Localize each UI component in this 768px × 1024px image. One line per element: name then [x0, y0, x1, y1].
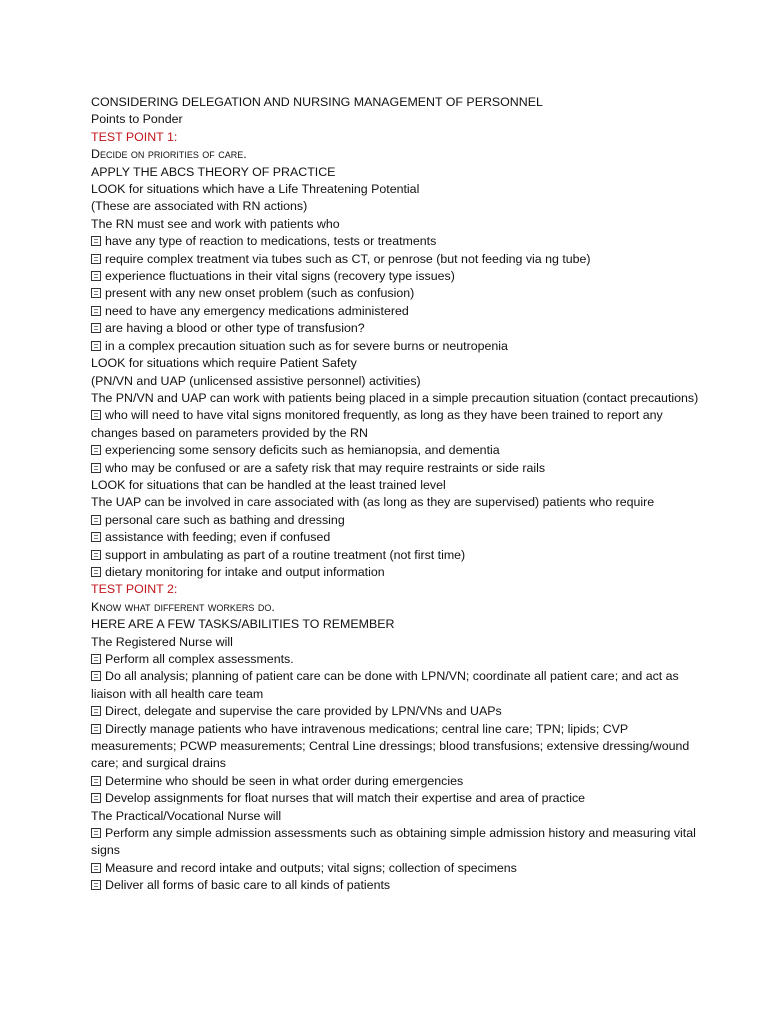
box-bullet-icon — [91, 236, 101, 246]
box-bullet-icon — [91, 880, 101, 890]
list-item-text: Directly manage patients who have intravenous medications; central line care; TPN; lipids; CVP measurements; PCWP measurements; Central Line dressings; blood transfusions; extensive dressing/wound care; and surgical drains — [91, 721, 690, 771]
list-item — [91, 703, 708, 720]
list-item-text: present with any new onset problem (such as confusion) — [105, 286, 415, 301]
list-item — [91, 564, 708, 581]
list-item — [91, 825, 708, 860]
box-bullet-icon — [91, 706, 101, 716]
look-patient-safety-note: (PN/VN and UAP (unlicensed assistive personnel) activities) — [91, 373, 421, 388]
list-item — [91, 338, 708, 355]
test-point-2-heading: TEST POINT 2: — [91, 582, 178, 597]
list-item-text: Deliver all forms of basic care to all kinds of patients — [105, 878, 391, 893]
tasks-heading: HERE ARE A FEW TASKS/ABILITIES TO REMEMBER — [91, 617, 395, 632]
test-point-1-instruction: Decide on priorities of care. — [91, 147, 247, 162]
list-item-text: in a complex precaution situation such as for severe burns or neutropenia — [105, 338, 508, 353]
box-bullet-icon — [91, 671, 101, 681]
list-item — [91, 721, 708, 773]
box-bullet-icon — [91, 306, 101, 316]
test-point-2-instruction: Know what different workers do. — [91, 599, 275, 614]
list-item-text: Do all analysis; planning of patient care can be done with LPN/VN; coordinate all patient care; and act as liaison with all health care team — [91, 669, 679, 701]
pn-uap-intro: The PN/VN and UAP can work with patients being placed in a simple precaution situation (contact precautions) — [91, 390, 699, 405]
box-bullet-icon — [91, 271, 101, 281]
list-item — [91, 877, 708, 894]
box-bullet-icon — [91, 463, 101, 473]
list-item — [91, 251, 708, 268]
look-patient-safety: LOOK for situations which require Patient Safety — [91, 356, 357, 371]
list-item — [91, 512, 708, 529]
list-item-text: have any type of reaction to medications, tests or treatments — [105, 234, 437, 249]
list-item-text: Perform all complex assessments. — [105, 652, 294, 666]
list-item-text: Measure and record intake and outputs; vital signs; collection of specimens — [105, 860, 517, 875]
list-item — [91, 790, 708, 807]
uap-intro: The UAP can be involved in care associated with (as long as they are supervised) patients who require — [91, 495, 655, 510]
list-item — [91, 668, 708, 703]
box-bullet-icon — [91, 532, 101, 542]
list-item-text: experience fluctuations in their vital signs (recovery type issues) — [105, 269, 455, 284]
rn-must-see-intro: The RN must see and work with patients who — [91, 216, 340, 231]
list-item — [91, 547, 708, 564]
list-item-text: Perform any simple admission assessments such as obtaining simple admission history and measuring vital signs — [91, 826, 696, 858]
list-item — [91, 460, 708, 477]
list-item-text: assistance with feeding; even if confused — [105, 530, 331, 545]
list-item — [91, 303, 708, 320]
box-bullet-icon — [91, 515, 101, 525]
look-least-trained: LOOK for situations that can be handled at the least trained level — [91, 477, 446, 492]
document-title: CONSIDERING DELEGATION AND NURSING MANAGEMENT OF PERSONNEL — [91, 95, 543, 109]
box-bullet-icon — [91, 567, 101, 577]
list-item — [91, 773, 708, 790]
list-item — [91, 285, 708, 302]
list-item-text: personal care such as bathing and dressing — [105, 512, 345, 527]
box-bullet-icon — [91, 550, 101, 560]
list-item-text: who may be confused or are a safety risk that may require restraints or side rails — [105, 460, 546, 475]
list-item-text: Direct, delegate and supervise the care provided by LPN/VNs and UAPs — [105, 704, 502, 719]
box-bullet-icon — [91, 724, 101, 734]
list-item — [91, 233, 708, 250]
list-item — [91, 860, 708, 877]
box-bullet-icon — [91, 410, 101, 420]
box-bullet-icon — [91, 341, 101, 351]
box-bullet-icon — [91, 863, 101, 873]
practical-nurse-intro: The Practical/Vocational Nurse will — [91, 808, 282, 823]
box-bullet-icon — [91, 445, 101, 455]
box-bullet-icon — [91, 323, 101, 333]
list-item-text: who will need to have vital signs monitored frequently, as long as they have been trained to report any changes based on parameters provided by the RN — [91, 408, 663, 440]
box-bullet-icon — [91, 254, 101, 264]
list-item — [91, 529, 708, 546]
registered-nurse-intro: The Registered Nurse will — [91, 634, 233, 649]
list-item-text: Determine who should be seen in what order during emergencies — [105, 773, 464, 788]
look-life-threatening-note: (These are associated with RN actions) — [91, 199, 308, 214]
box-bullet-icon — [91, 288, 101, 298]
list-item-text: experiencing some sensory deficits such as hemianopsia, and dementia — [105, 443, 500, 458]
document-body — [91, 94, 708, 895]
list-item — [91, 320, 708, 337]
list-item — [91, 407, 708, 442]
list-item-text: need to have any emergency medications administered — [105, 303, 409, 318]
list-item-text: support in ambulating as part of a routine treatment (not first time) — [105, 547, 466, 562]
list-item-text: Develop assignments for float nurses that will match their expertise and area of practice — [105, 791, 586, 806]
list-item-text: are having a blood or other type of transfusion? — [105, 321, 365, 336]
list-item-text: dietary monitoring for intake and output information — [105, 564, 385, 579]
box-bullet-icon — [91, 654, 101, 664]
list-item — [91, 268, 708, 285]
look-life-threatening: LOOK for situations which have a Life Threatening Potential — [91, 182, 420, 197]
list-item-text: require complex treatment via tubes such as CT, or penrose (but not feeding via ng tube) — [105, 251, 591, 266]
test-point-1-heading: TEST POINT 1: — [91, 129, 178, 144]
box-bullet-icon — [91, 776, 101, 786]
box-bullet-icon — [91, 828, 101, 838]
box-bullet-icon — [91, 793, 101, 803]
list-item — [91, 442, 708, 459]
abcs-theory-heading: APPLY THE ABCS THEORY OF PRACTICE — [91, 164, 336, 179]
list-item — [91, 651, 708, 668]
document-subtitle: Points to Ponder — [91, 112, 183, 127]
